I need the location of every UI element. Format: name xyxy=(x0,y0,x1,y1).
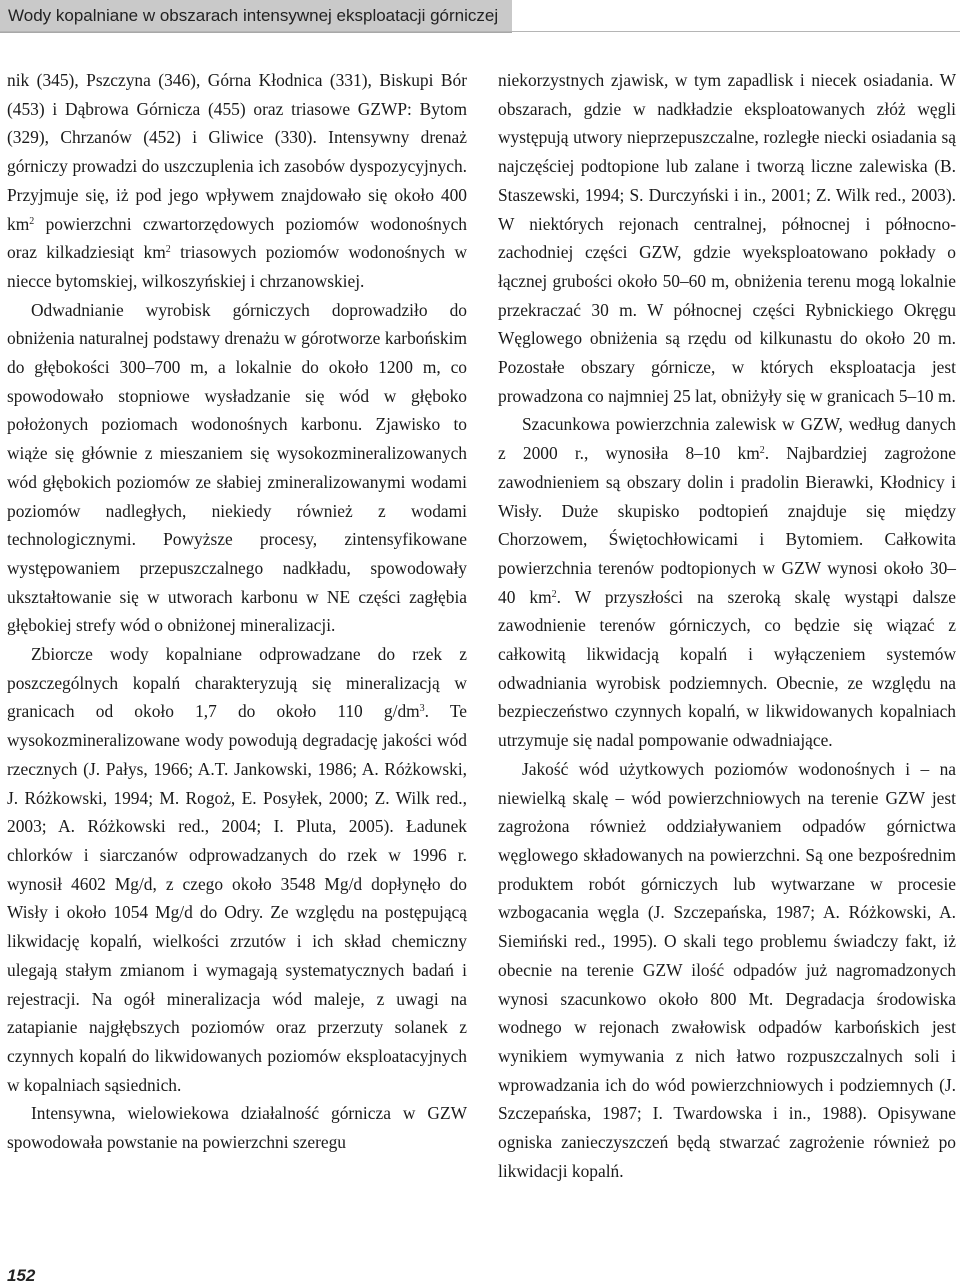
right-column xyxy=(498,66,956,1185)
text-run: Zbiorcze wody kopalniane odprowadzane do rzek z poszczególnych kopalń charakteryzują się mineralizacją w granicach od około 1,7 do około 110 g/dm xyxy=(7,644,467,722)
running-header xyxy=(0,0,960,32)
right-paragraph-2 xyxy=(498,410,956,754)
superscript: 2 xyxy=(759,445,765,457)
right-paragraph-3: Jakość wód użytkowych poziomów wodonośnych i – na niewielką skalę – wód powierzchniowych na terenie GZW jest zagrożona również oddziaływaniem odpadów górnictwa węglowego składowanych na powierzchni. Są one bezpośrednim produktem robót górniczych lub wytwarzane w procesie wzbogacania węgla (J. Szczepańska, 1987; A. Różkowski, A. Siemiński red., 1995). O skali tego problemu świadczy fakt, iż obecnie na terenie GZW ilość odpadów już nagromadzonych wynosi szacunkowo około 800 Mt. Degradacja środowiska wodnego w rejonach zwałowisk odpadów karbońskich jest wynikiem wymywania z nich łatwo rozpuszczalnych soli i wprowadzania ich do wód powierzchniowych i podziemnych (J. Szczepańska, 1987; I. Twardowska i in., 1988). Opisywane ogniska zanieczyszczeń będą stwarzać zagrożenie również po likwidacji kopalń. xyxy=(498,758,956,1181)
right-paragraph-1: niekorzystnych zjawisk, w tym zapadlisk i niecek osiadania. W obszarach, gdzie w nadkładzie eksploatowanych złóż węgli występują utwory nieprzepuszczalne, rozległe niecki osiadania są najczęściej podtopione lub zalane i tworzą liczne zalewiska (B. Staszewski, 1994; S. Durczyński i in., 2001; Z. Wilk red., 2003). W niektórych rejonach centralnej, północnej i północno-zachodniej części GZW, gdzie wyeksploatowano pokłady o łącznej grubości około 50–60 m, obniżenia terenu mogą lokalnie przekraczać 30 m. W północnej części Rybnickiego Okręgu Węglowego obniżenia są rzędu od kilkunastu do około 20 m. Pozostałe obszary górnicze, w których eksploatacja jest prowadzona co najmniej 25 lat, obniżyły się w granicach 5–10 m. xyxy=(498,70,956,406)
text-run: . Te wysokozmineralizowane wody powodują degradację jakości wód rzecznych (J. Pałys, 1966; A.T. Jankowski, 1986; A. Różkowski, J. Różkowski, 1994; M. Rogoż, E. Posyłek, 2000; Z. Wilk red., 2003; A. Różkowski red., 2004; I. Pluta, 2005). Ładunek chlorków i siarczanów odprowadzanych do rzek w 1996 r. wynosił 4602 Mg/d, z czego około 3548 Mg/d dopłynęło do Wisły i około 1054 Mg/d do Odry. Ze względu na postępującą likwidację kopalń, wielkości zrzutów i ich skład chemiczny ulegają stałym zmianom i wymagają systematycznych badań i rejestracji. Na ogół mineralizacja wód maleje, z uwagi na zatapianie najgłębszych poziomów oraz przerzuty solanek z czynnych kopalń do likwidowanych poziomów eksploatacyjnych w kopalniach sąsiednich. xyxy=(7,701,467,1095)
superscript: 2 xyxy=(165,244,171,256)
left-paragraph-1 xyxy=(7,66,467,296)
text-run: Szacunkowa powierzchnia zalewisk w GZW, według danych z 2000 r., wynosiła 8–10 km xyxy=(498,414,956,464)
left-column xyxy=(7,66,467,1157)
header-rule xyxy=(0,31,960,32)
text-run: . Najbardziej zagrożone zawodnieniem są obszary dolin i pradolin Bierawki, Kłodnicy i Wisły. Duże skupisko podtopień znajduje się między Chorzowem, Świętochłowicami i Bytomiem. Całkowita powierzchnia terenów podtopionych w GZW wynosi około 30–40 km xyxy=(498,443,956,607)
text-run: powierzchni czwartorzędowych poziomów wodonośnych oraz kilkadziesiąt km xyxy=(7,213,467,263)
text-run: triasowych poziomów wodonośnych w niecce bytomskiej, wilkoszyńskiej i chrzanowskiej. xyxy=(7,242,468,291)
text-run: nik (345), Pszczyna (346), Górna Kłodnica (331), Biskupi Bór (453) i Dąbrowa Górnicza (455) oraz triasowe GZWP: Bytom (329), Chrzanów (452) i Gliwice (330). Intensywny drenaż górniczy prowadzi do uszczuplenia ich zasobów dyspozycyjnych. Przyjmuje się, iż pod jego wpływem znajdowało się około 400 km xyxy=(7,70,467,234)
superscript: 2 xyxy=(29,215,35,227)
text-run: . W przyszłości na szeroką skalę wystąpi dalsze zawodnienie terenów górniczych, co będzie się wiązać z całkowitą likwidacją kopalń i wyłączeniem systemów odwadniania wyrobisk podziemnych. Obecnie, ze względu na bezpieczeństwo czynnych kopalń, w likwidowanych kopalniach utrzymuje się nadal pompowanie odwadniające. xyxy=(498,586,956,751)
left-paragraph-3 xyxy=(7,640,467,1099)
running-header-title: Wody kopalniane w obszarach intensywnej eksploatacji górniczej xyxy=(0,0,512,33)
left-paragraph-2: Odwadnianie wyrobisk górniczych doprowadziło do obniżenia naturalnej podstawy drenażu w górotworze karbońskim do głębokości 300–700 m, a lokalnie do około 1200 m, co spowodowało stopniowe wysładzanie się wód w głęboko położonych poziomach wodonośnych karbonu. Zjawisko to wiąże się głównie z mieszaniem się wysokozmineralizowanych wód głębokich poziomów ze słabiej zmineralizowanymi wodami poziomów nadległych, niekiedy również z wodami technologicznymi. Powyższe procesy, zintensyfikowane występowaniem przepuszczalnego nadkładu, spowodowały ukształtowanie się w utworach karbonu w NE części zagłębia głębokiej strefy wód o obniżonej mineralizacji. xyxy=(7,299,467,636)
left-paragraph-4: Intensywna, wielowiekowa działalność górnicza w GZW spowodowała powstanie na powierzchni szeregu xyxy=(7,1103,467,1153)
superscript: 2 xyxy=(551,588,557,600)
page-number: 152 xyxy=(7,1266,36,1285)
superscript: 3 xyxy=(419,703,425,715)
